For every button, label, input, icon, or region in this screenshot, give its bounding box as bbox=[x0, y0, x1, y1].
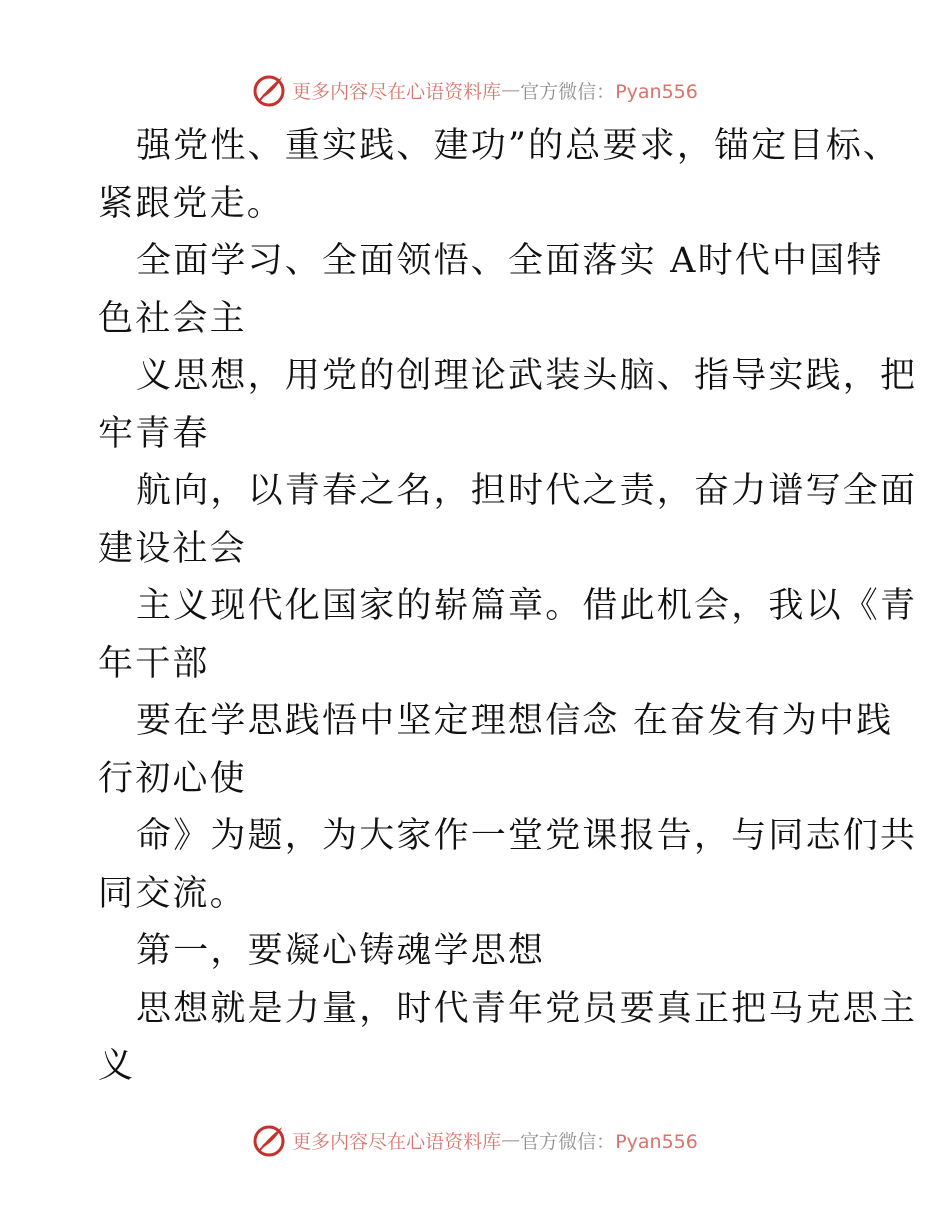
watermark-text: 更多内容尽在心语资料库 bbox=[292, 80, 502, 103]
watermark-contact-id: Pyan556 bbox=[615, 80, 698, 103]
text-line: 航向，以青春之名，担时代之责，奋力谱写全面 bbox=[136, 471, 918, 511]
text-line: 牢青春 bbox=[98, 413, 210, 454]
text-line: 主义现代化国家的崭篇章。借此机会，我以《青 bbox=[136, 586, 918, 626]
feather-pen-logo-icon bbox=[252, 1123, 286, 1157]
text-line: 义思想，用党的创理论武装头脑、指导实践，把 bbox=[136, 356, 918, 396]
watermark-contact-id: Pyan556 bbox=[615, 1130, 698, 1153]
document-body bbox=[98, 118, 918, 1096]
feather-pen-logo-icon bbox=[252, 73, 286, 107]
text-line: 命》为题，为大家作一堂党课报告，与同志们共 bbox=[136, 816, 918, 856]
footer-watermark bbox=[0, 1120, 950, 1160]
header-watermark bbox=[0, 70, 950, 110]
watermark-contact-label: 官方微信： bbox=[520, 80, 616, 103]
text-line: 强党性、重实践、建功”的总要求，锚定目标、 bbox=[136, 126, 901, 166]
watermark-text: 更多内容尽在心语资料库 bbox=[292, 1130, 502, 1153]
text-line: 年干部 bbox=[98, 643, 210, 684]
text-line: 色社会主 bbox=[98, 298, 247, 339]
watermark-dash: — bbox=[501, 1129, 521, 1151]
text-line: 行初心使 bbox=[98, 758, 247, 799]
text-line: 义 bbox=[98, 1046, 136, 1086]
text-line: 建设社会 bbox=[98, 528, 247, 569]
text-line: 要在学思践悟中坚定理想信念 在奋发有为中践 bbox=[136, 701, 894, 741]
watermark-contact-label: 官方微信： bbox=[520, 1130, 616, 1153]
text-line: 思想就是力量，时代青年党员要真正把马克思主 bbox=[136, 988, 918, 1029]
text-line: 紧跟党走。 bbox=[98, 183, 285, 224]
section-heading: 第一，要凝心铸魂学思想 bbox=[136, 931, 546, 971]
watermark-contact bbox=[520, 77, 698, 104]
watermark-dash: — bbox=[501, 79, 521, 101]
text-line: 同交流。 bbox=[98, 873, 247, 914]
watermark-contact bbox=[520, 1127, 698, 1154]
text-line: 全面学习、全面领悟、全面落实 A时代中国特 bbox=[136, 241, 884, 281]
